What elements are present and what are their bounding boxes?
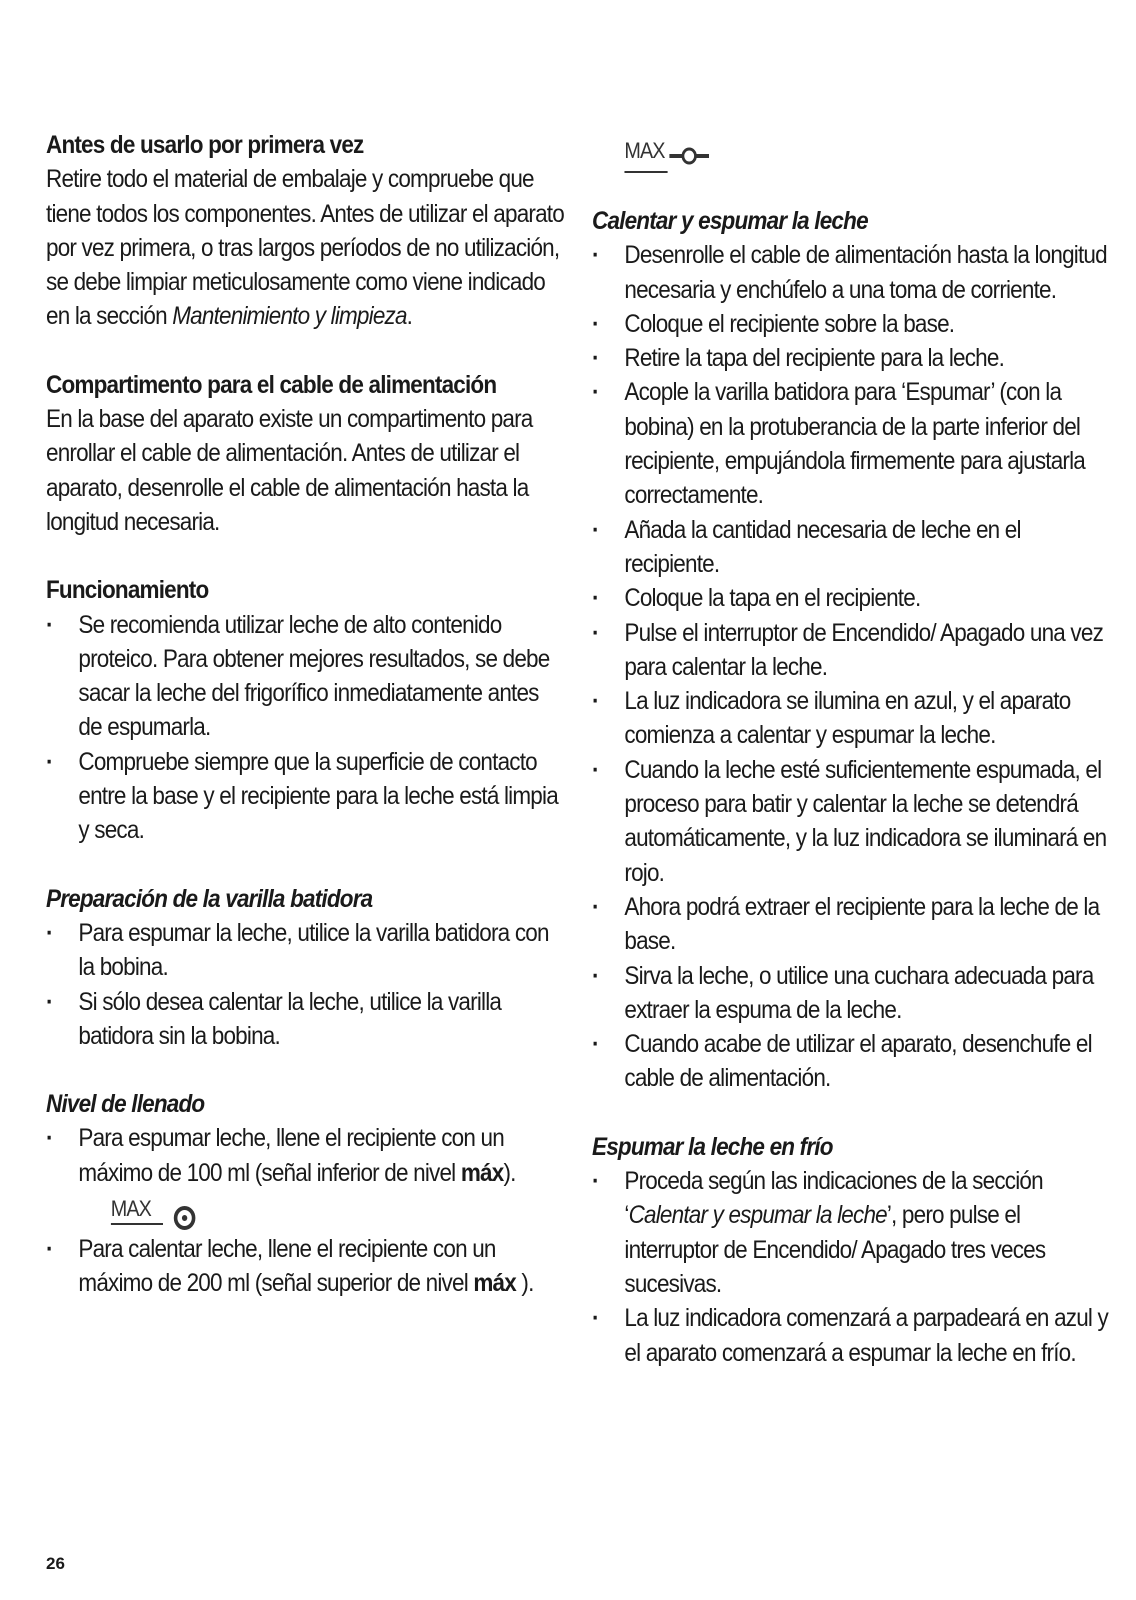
list-item: · Coloque el recipiente sobre la base.: [592, 307, 1112, 341]
list-item: · Cuando la leche esté suficientemente espumada, el proceso para batir y calentar la leche se detendrá automáticamente, y la luz indicadora se iluminará en rojo.: [592, 753, 1112, 890]
section-title-whisk-preparation: Preparación de la varilla batidora: [46, 884, 373, 913]
list-item: · Compruebe siempre que la superficie de contacto entre la base y el recipiente para la leche está limpia y seca.: [46, 745, 566, 848]
svg-text:MAX: MAX: [624, 139, 665, 164]
list-item: · Proceda según las indicaciones de la sección ‘Calentar y espumar la leche’, pero pulse el interruptor de Encendido/ Apagado tres veces sucesivas.: [592, 1164, 1112, 1301]
heat-froth-list: [592, 238, 1112, 1095]
left-column-text: [46, 128, 566, 1301]
list-item: · Acople la varilla batidora para ‘Espumar’ (con la bobina) en la protuberancia de la parte inferior del recipiente, empujándola firmemente para ajustarla correctamente.: [592, 375, 1112, 512]
cold-froth-list: [592, 1164, 1112, 1370]
list-item: · Para espumar leche, llene el recipiente con un máximo de 100 ml (señal inferior de nivel máx). MAX: [46, 1121, 566, 1232]
list-item: · La luz indicadora comenzará a parpadeará en azul y el aparato comenzará a espumar la leche en frío.: [592, 1301, 1112, 1370]
reference-heat-froth: Calentar y espumar la leche: [628, 1201, 887, 1230]
list-item: · Se recomienda utilizar leche de alto contenido proteico. Para obtener mejores resultados, se debe sacar la leche del frigorífico inmediatamente antes de espumarla.: [46, 608, 566, 745]
list-item: · La luz indicadora se ilumina en azul, y el aparato comienza a calentar y espumar la leche.: [592, 684, 1112, 753]
left-column: [46, 128, 566, 1301]
list-item: · Para espumar la leche, utilice la varilla batidora con la bobina.: [46, 916, 566, 985]
section-title-operation: Funcionamiento: [46, 576, 209, 605]
whisk-list: [46, 916, 566, 1053]
svg-text:MAX: MAX: [110, 1197, 151, 1222]
section-title-cold-froth: Espumar la leche en frío: [592, 1132, 833, 1161]
paragraph-cable-compartment: En la base del aparato existe un compartimento para enrollar el cable de alimentación. Antes de utilizar el aparato, desenrolle el cable de alimentación hasta la longitud necesaria.: [46, 405, 533, 536]
list-item: · Cuando acabe de utilizar el aparato, desenchufe el cable de alimentación.: [592, 1027, 1112, 1096]
right-column: [592, 128, 1112, 1370]
section-title-fill-level: Nivel de llenado: [46, 1090, 205, 1119]
list-item: · Retire la tapa del recipiente para la leche.: [592, 341, 1112, 375]
list-item: · Sirva la leche, o utilice una cuchara adecuada para extraer la espuma de la leche.: [592, 959, 1112, 1028]
max-level-lower-icon: [111, 1192, 201, 1232]
section-title-first-use: Antes de usarlo por primera vez: [46, 131, 364, 159]
list-item: · Coloque la tapa en el recipiente.: [592, 581, 1112, 615]
section-title-heat-froth: Calentar y espumar la leche: [592, 207, 868, 235]
fill-level-list: [46, 1121, 566, 1300]
reference-maintenance: Mantenimiento y limpieza: [172, 302, 407, 331]
list-item: · Desenrolle el cable de alimentación hasta la longitud necesaria y enchúfelo a una toma de corriente.: [592, 238, 1112, 307]
list-item: · Si sólo desea calentar la leche, utilice la varilla batidora sin la bobina.: [46, 985, 566, 1054]
list-item: · Pulse el interruptor de Encendido/ Apagado una vez para calentar la leche.: [592, 616, 1112, 685]
page-number: 26: [46, 1554, 65, 1573]
list-item: · Añada la cantidad necesaria de leche en el recipiente.: [592, 513, 1112, 582]
right-column-text: [592, 134, 1112, 1370]
list-item: · Ahora podrá extraer el recipiente para la leche de la base.: [592, 890, 1112, 959]
section-title-cable-compartment: Compartimento para el cable de alimentación: [46, 370, 497, 399]
list-item: · Para calentar leche, llene el recipiente con un máximo de 200 ml (señal superior de nivel máx ).: [46, 1232, 566, 1301]
operation-list: [46, 608, 566, 848]
paragraph-first-use: Retire todo el material de embalaje y compruebe que tiene todos los componentes. Antes de utilizar el aparato por vez primera, o tras largos períodos de no utilización, se debe limpiar meticulosamente como viene indicado en la sección Mantenimiento y limpieza.: [46, 165, 564, 331]
max-level-upper-icon: [624, 134, 714, 184]
